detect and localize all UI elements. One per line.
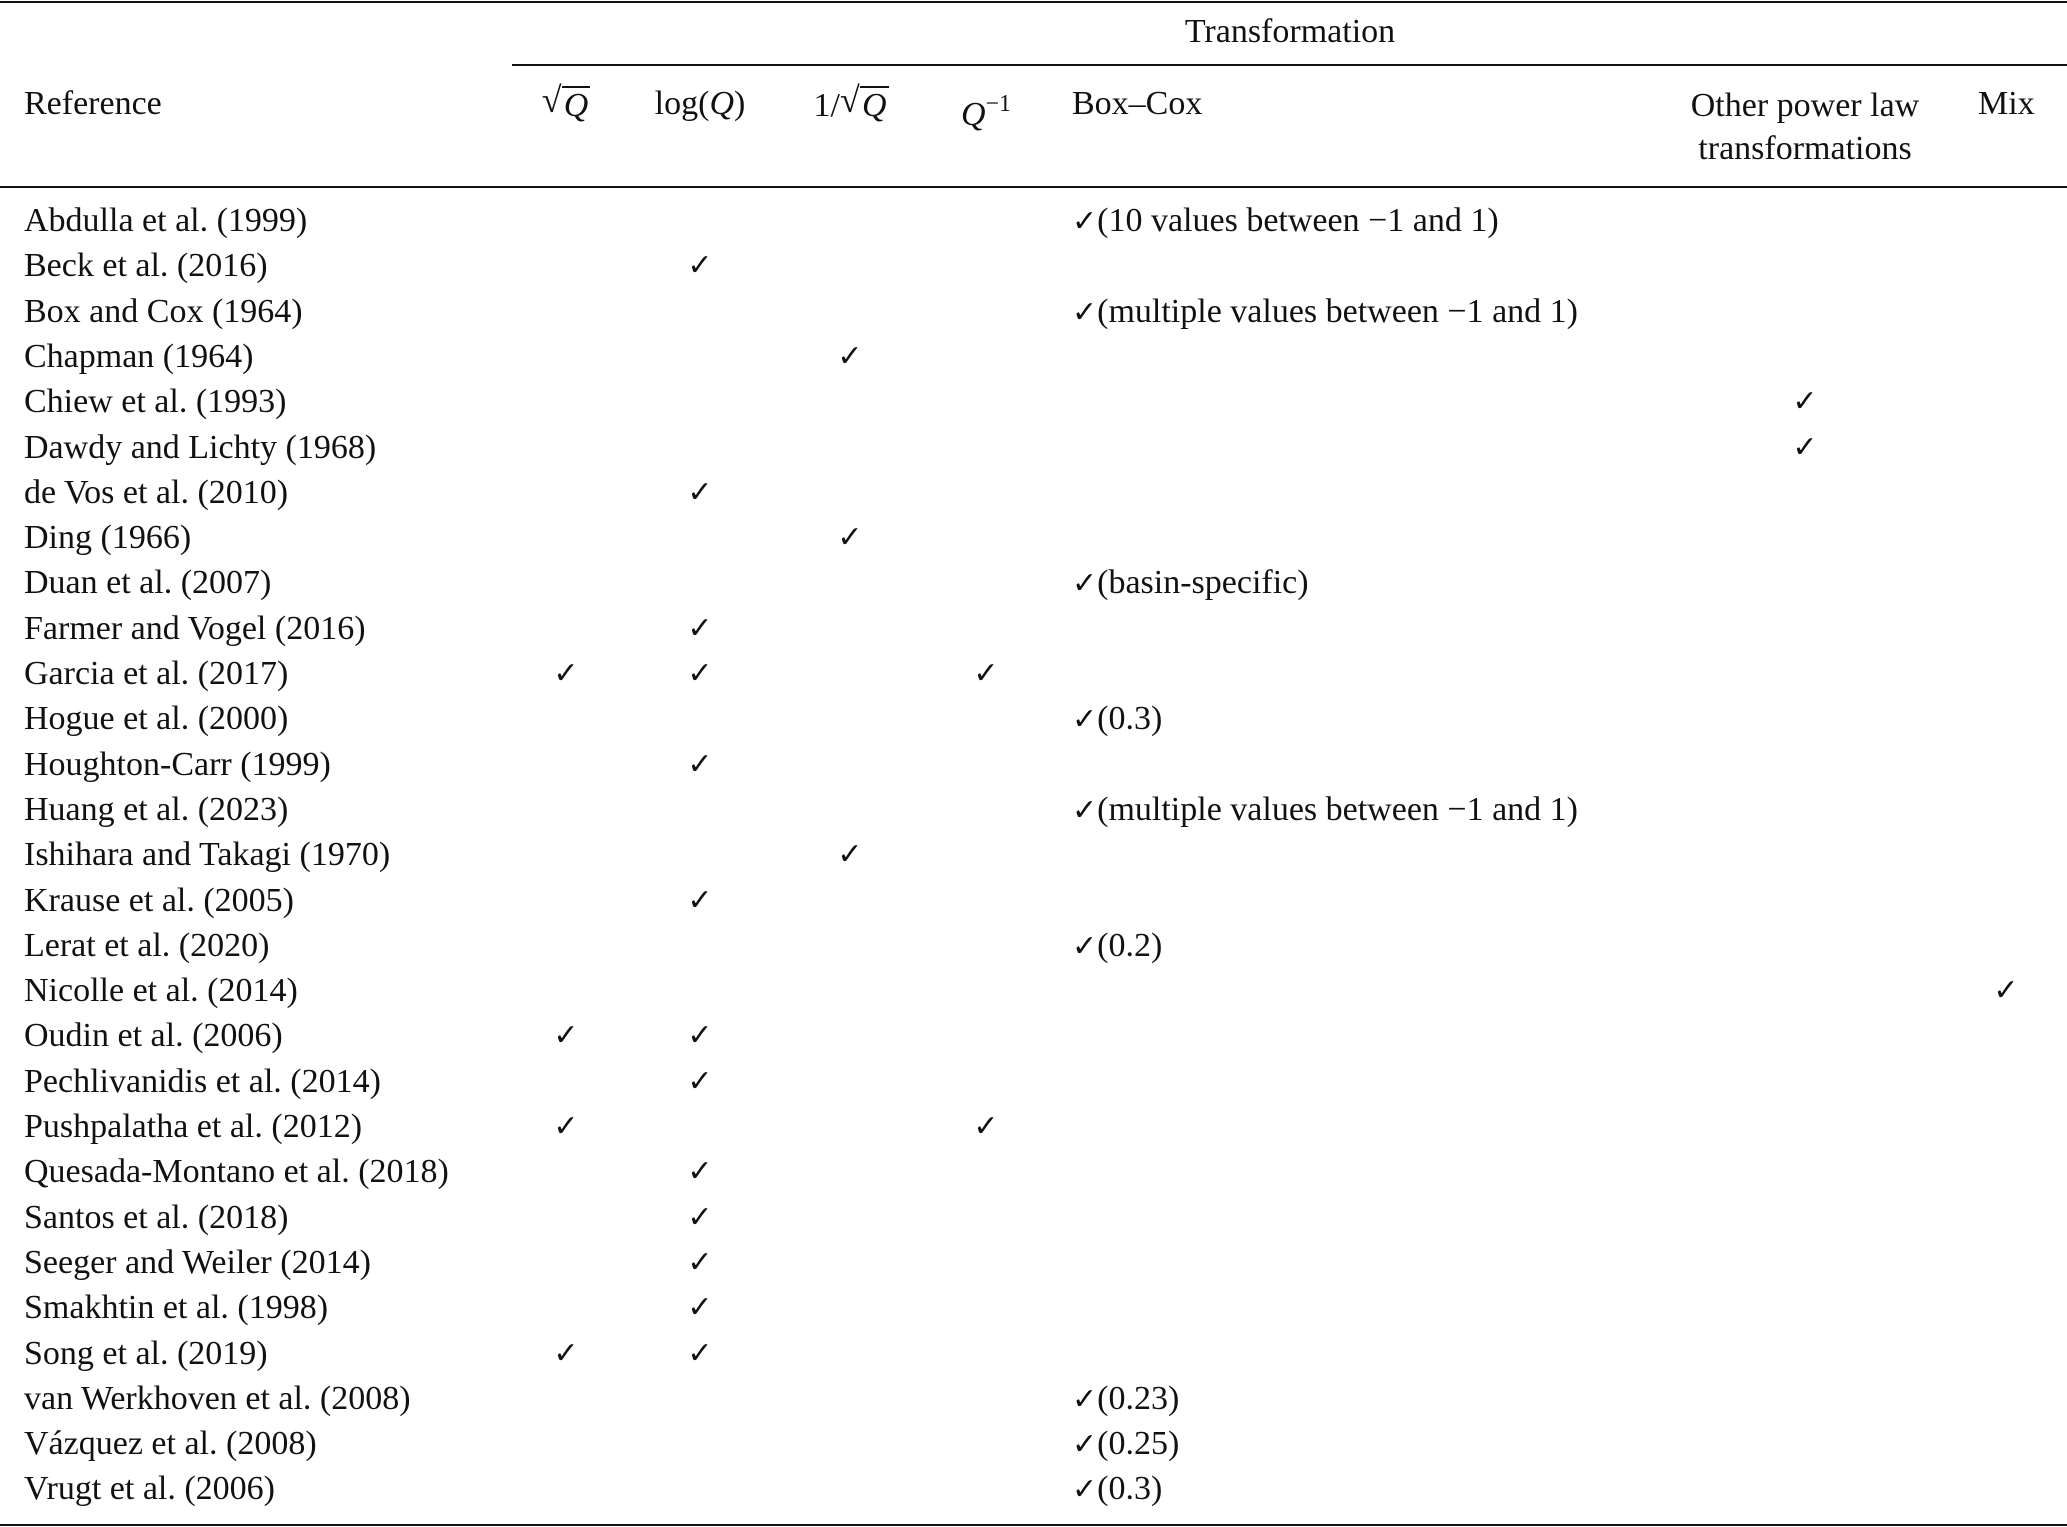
log-q-check: ✓ bbox=[687, 1244, 713, 1280]
column-header-inv-q: $Q^{-1}$ bbox=[960, 91, 1012, 133]
table-row bbox=[0, 1379, 2067, 1424]
box-cox-check: ✓ bbox=[1072, 928, 1098, 964]
sqrt-q-check: ✓ bbox=[553, 1335, 579, 1371]
sqrt-q-check: ✓ bbox=[553, 1018, 579, 1054]
box-cox-cell bbox=[1072, 1379, 1179, 1420]
box-cox-check: ✓ bbox=[1072, 702, 1098, 738]
reference-cell: Duan et al. (2007) bbox=[24, 564, 272, 602]
box-cox-cell bbox=[1072, 563, 1309, 604]
box-cox-check: ✓ bbox=[1072, 1472, 1098, 1508]
group-header-transformation: Transformation bbox=[1184, 13, 1396, 50]
box-cox-cell bbox=[1072, 926, 1162, 967]
reference-cell: Santos et al. (2018) bbox=[24, 1198, 289, 1236]
table-row bbox=[0, 1469, 2067, 1514]
reference-cell: Vrugt et al. (2006) bbox=[24, 1470, 275, 1508]
reference-cell: Pushpalatha et al. (2012) bbox=[24, 1108, 363, 1145]
log-q-check: ✓ bbox=[687, 610, 713, 646]
log-q-check: ✓ bbox=[687, 1335, 713, 1371]
box-cox-value: (0.25) bbox=[1097, 1425, 1180, 1463]
top-rule bbox=[0, 1, 2067, 3]
table-row bbox=[0, 745, 2067, 790]
table-row bbox=[0, 1107, 2067, 1152]
table-row bbox=[0, 518, 2067, 563]
log-q-check: ✓ bbox=[687, 882, 713, 918]
sqrt-q-check: ✓ bbox=[553, 1109, 579, 1144]
reference-cell: Ding (1966) bbox=[24, 519, 192, 557]
box-cox-cell bbox=[1072, 292, 1578, 333]
log-q-check: ✓ bbox=[687, 1290, 713, 1326]
reference-cell: Seeger and Weiler (2014) bbox=[24, 1243, 371, 1281]
table-row bbox=[0, 1016, 2067, 1061]
inv-sqrt-q-check: ✓ bbox=[837, 837, 863, 873]
table-row bbox=[0, 382, 2067, 427]
other-power-law-check: ✓ bbox=[1792, 384, 1818, 420]
reference-cell: Vázquez et al. (2008) bbox=[24, 1425, 317, 1463]
box-cox-value: (0.23) bbox=[1097, 1379, 1180, 1417]
table-row bbox=[0, 926, 2067, 971]
reference-cell: Song et al. (2019) bbox=[24, 1334, 268, 1372]
reference-cell: Nicolle et al. (2014) bbox=[24, 972, 298, 1010]
table-row bbox=[0, 292, 2067, 337]
box-cox-check: ✓ bbox=[1072, 204, 1098, 239]
reference-cell: de Vos et al. (2010) bbox=[24, 473, 289, 511]
table-row bbox=[0, 337, 2067, 382]
reference-cell: Ishihara and Takagi (1970) bbox=[24, 836, 391, 874]
table-row bbox=[0, 609, 2067, 654]
box-cox-value: (0.2) bbox=[1097, 926, 1163, 964]
column-header-inv-sqrt-q: 1/ √ Q bbox=[813, 80, 887, 124]
reference-cell: Dawdy and Lichty (1968) bbox=[24, 428, 377, 466]
box-cox-cell bbox=[1072, 1469, 1162, 1510]
table-row bbox=[0, 881, 2067, 926]
column-header-sqrt-q: √ Q bbox=[541, 80, 589, 124]
table-row bbox=[0, 971, 2067, 1016]
column-header-reference: Reference bbox=[24, 85, 162, 122]
reference-cell: Krause et al. (2005) bbox=[24, 881, 295, 919]
log-q-check: ✓ bbox=[687, 474, 713, 510]
sqrt-q-check: ✓ bbox=[553, 656, 579, 691]
log-q-check: ✓ bbox=[687, 248, 713, 284]
table-row bbox=[0, 699, 2067, 744]
mix-check: ✓ bbox=[1993, 973, 2019, 1009]
table-row bbox=[0, 563, 2067, 608]
group-header-underline bbox=[512, 64, 2067, 66]
table-row bbox=[0, 1243, 2067, 1288]
reference-cell: Abdulla et al. (1999) bbox=[24, 202, 308, 239]
reference-cell: Pechlivanidis et al. (2014) bbox=[24, 1062, 381, 1100]
table-row bbox=[0, 1198, 2067, 1243]
box-cox-cell bbox=[1072, 699, 1162, 740]
reference-cell: Garcia et al. (2017) bbox=[24, 655, 289, 692]
box-cox-value: (10 values between −1 and 1) bbox=[1097, 202, 1499, 239]
reference-cell: Oudin et al. (2006) bbox=[24, 1017, 283, 1055]
table-row bbox=[0, 654, 2067, 699]
box-cox-value: (basin-specific) bbox=[1097, 564, 1309, 602]
column-header-box-cox: Box–Cox bbox=[1072, 85, 1203, 122]
box-cox-check: ✓ bbox=[1072, 294, 1098, 330]
column-header-log-q: log(Q) bbox=[654, 85, 746, 122]
reference-cell: Houghton-Carr (1999) bbox=[24, 745, 331, 783]
header-rule bbox=[0, 186, 2067, 188]
box-cox-check: ✓ bbox=[1072, 1381, 1098, 1417]
reference-cell: Box and Cox (1964) bbox=[24, 292, 303, 330]
other-power-law-check: ✓ bbox=[1792, 429, 1818, 465]
log-q-check: ✓ bbox=[687, 1154, 713, 1190]
table-row bbox=[0, 1424, 2067, 1469]
inv-q-check: ✓ bbox=[973, 656, 999, 691]
table-row bbox=[0, 1288, 2067, 1333]
log-q-check: ✓ bbox=[687, 656, 713, 691]
box-cox-check: ✓ bbox=[1072, 792, 1098, 828]
reference-cell: Huang et al. (2023) bbox=[24, 790, 289, 828]
table-row bbox=[0, 246, 2067, 291]
reference-cell: Lerat et al. (2020) bbox=[24, 926, 270, 964]
table-row bbox=[0, 428, 2067, 473]
inv-sqrt-q-check: ✓ bbox=[837, 338, 863, 374]
box-cox-value: (0.3) bbox=[1097, 1470, 1163, 1508]
log-q-check: ✓ bbox=[687, 1063, 713, 1099]
reference-cell: Farmer and Vogel (2016) bbox=[24, 609, 366, 647]
box-cox-check: ✓ bbox=[1072, 1427, 1098, 1463]
table-row bbox=[0, 790, 2067, 835]
table-row bbox=[0, 1062, 2067, 1107]
table-row bbox=[0, 473, 2067, 518]
column-header-mix: Mix bbox=[1978, 85, 2035, 122]
inv-sqrt-q-check: ✓ bbox=[837, 520, 863, 556]
inv-q-check: ✓ bbox=[973, 1109, 999, 1144]
log-q-check: ✓ bbox=[687, 1018, 713, 1054]
box-cox-value: (0.3) bbox=[1097, 700, 1163, 738]
reference-cell: Hogue et al. (2000) bbox=[24, 700, 289, 738]
box-cox-value: (multiple values between −1 and 1) bbox=[1097, 790, 1579, 828]
reference-cell: Quesada-Montano et al. (2018) bbox=[24, 1153, 449, 1191]
table-row bbox=[0, 835, 2067, 880]
bottom-rule bbox=[0, 1524, 2067, 1526]
reference-cell: Chapman (1964) bbox=[24, 337, 254, 375]
box-cox-value: (multiple values between −1 and 1) bbox=[1097, 292, 1579, 330]
log-q-check: ✓ bbox=[687, 746, 713, 782]
table-row bbox=[0, 1334, 2067, 1379]
reference-cell: van Werkhoven et al. (2008) bbox=[24, 1379, 411, 1417]
box-cox-cell bbox=[1072, 1424, 1179, 1465]
box-cox-cell bbox=[1072, 790, 1578, 831]
reference-cell: Chiew et al. (1993) bbox=[24, 383, 287, 421]
table-row bbox=[0, 1152, 2067, 1197]
reference-cell: Beck et al. (2016) bbox=[24, 247, 268, 285]
column-header-other-power-law: Other power law transformations bbox=[1690, 87, 1920, 167]
table-row bbox=[0, 201, 2067, 246]
box-cox-cell bbox=[1072, 201, 1499, 242]
reference-cell: Smakhtin et al. (1998) bbox=[24, 1289, 329, 1327]
log-q-check: ✓ bbox=[687, 1199, 713, 1235]
box-cox-check: ✓ bbox=[1072, 566, 1098, 602]
